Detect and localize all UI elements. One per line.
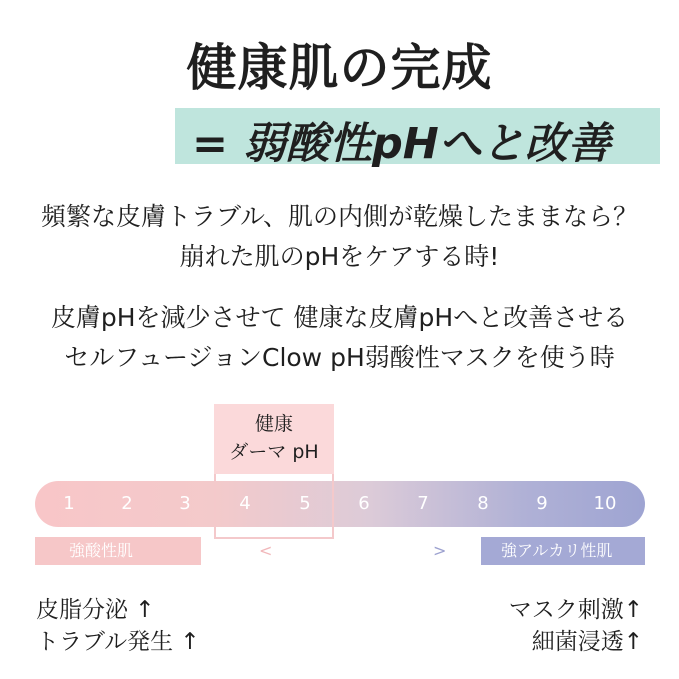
healthy-ph-label: [214, 404, 334, 474]
alkaline-effect-irritation: マスク刺激↑: [508, 597, 643, 623]
ph-tick-7: 7: [417, 493, 429, 514]
ph-tick-4: 4: [239, 493, 251, 514]
chevron-right-icon: >: [433, 541, 447, 560]
page-title: 健康肌の完成: [186, 39, 493, 97]
healthy-ph-label-line-2: ダーマ pH: [229, 441, 319, 463]
strong-alkaline-skin-label: 強アルカリ性肌: [481, 537, 645, 565]
ph-tick-2: 2: [121, 493, 133, 514]
acid-effects-note: [36, 594, 200, 658]
chevron-left-icon: <: [259, 541, 273, 560]
alkaline-effect-bacteria: 細菌浸透↑: [531, 629, 643, 655]
paragraph-1-line-1: 頻繁な皮膚トラブル、肌の内側が乾燥したままなら？: [40, 202, 638, 231]
ph-tick-8: 8: [477, 493, 489, 514]
acid-effect-trouble: トラブル発生 ↑: [36, 629, 200, 655]
acid-effect-sebum: 皮脂分泌 ↑: [36, 597, 155, 623]
alkaline-effects-note: [509, 594, 643, 658]
ph-tick-1: 1: [63, 493, 75, 514]
ph-tick-9: 9: [536, 493, 548, 514]
paragraph-1-line-2: 崩れた肌のpHをケアする時!: [179, 242, 500, 271]
ph-tick-3: 3: [179, 493, 191, 514]
ph-tick-6: 6: [358, 493, 370, 514]
healthy-ph-label-line-1: 健康: [254, 413, 293, 435]
strong-acid-skin-label: 強酸性肌: [35, 537, 201, 565]
subtitle: = 弱酸性pHへと改善: [192, 119, 611, 169]
ph-tick-10: 10: [593, 493, 617, 514]
paragraph-2-line-1: 皮膚pHを減少させて 健康な皮膚pHへと改善させる: [50, 303, 629, 332]
ph-tick-5: 5: [299, 493, 311, 514]
paragraph-2-line-2: セルフュージョンClow pH弱酸性マスクを使う時: [64, 343, 615, 372]
